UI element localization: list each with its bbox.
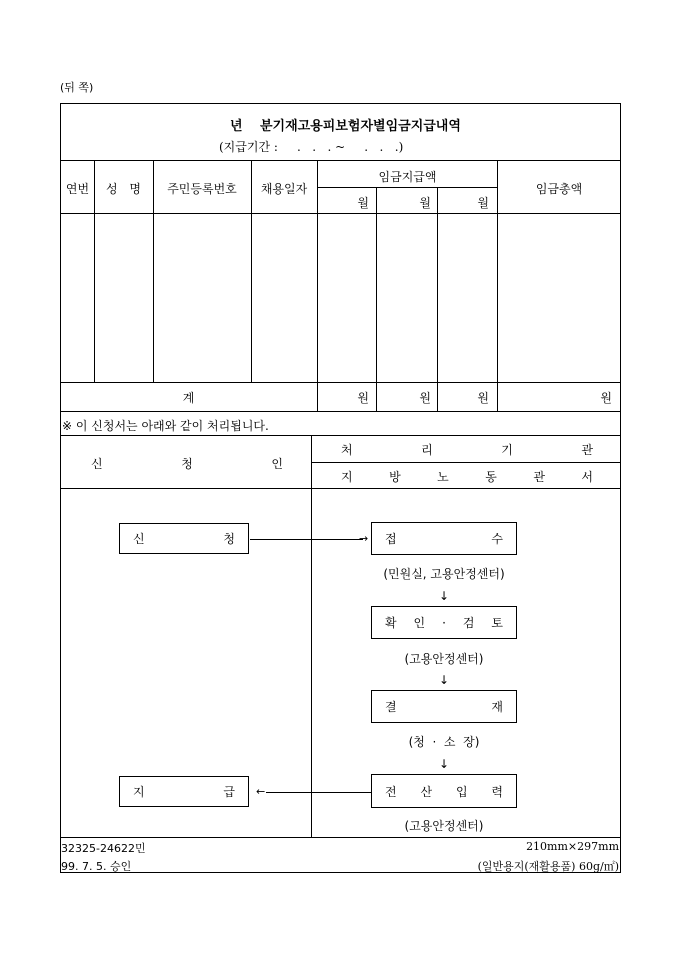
paper-type: (일반용지(재활용품) 60g/㎡)	[477, 860, 619, 873]
processor-header-char: 관	[581, 443, 593, 457]
apply-box	[119, 523, 249, 554]
total-unit-month-1: 원	[357, 391, 369, 405]
down-arrow-icon: ↓	[438, 673, 450, 687]
total-row-bottom-line	[60, 411, 621, 412]
step-input-note: (고용안정센터)	[404, 819, 484, 833]
total-unit-month-3: 원	[477, 391, 489, 405]
pay-arrow-line	[266, 792, 371, 793]
header-seq: 연번	[65, 182, 90, 196]
step-input-box	[371, 774, 517, 808]
process-top-line	[60, 435, 621, 436]
footer-line	[60, 837, 621, 838]
processing-notice: ※ 이 신청서는 아래와 같이 처리됩니다.	[62, 419, 269, 433]
processor-header-char: 리	[421, 443, 433, 457]
header-resident-no: 주민등록번호	[167, 182, 237, 196]
step-char: 재	[491, 700, 503, 714]
right-arrow-icon: →	[359, 532, 369, 545]
step-char: 토	[491, 616, 503, 630]
header-name-char: 성	[106, 182, 118, 196]
apply-arrow-line	[250, 539, 363, 540]
form-number: 32325-24622민	[61, 842, 146, 855]
pay-box-char: 지	[133, 785, 145, 799]
page-side-label: (뒤 쪽)	[60, 81, 94, 94]
processor-sub-char: 동	[485, 470, 497, 484]
payment-period: (지급기간 : . . . ~ . . .)	[219, 140, 404, 154]
total-row-label: 계	[182, 391, 195, 405]
step-review-box	[371, 606, 517, 639]
step-char: 결	[385, 700, 397, 714]
applicant-header-char: 신	[91, 457, 103, 471]
approval-date: 99. 7. 5. 승인	[61, 860, 132, 873]
processor-sub-char: 관	[533, 470, 545, 484]
process-header-bottom	[60, 488, 621, 489]
step-char: 전	[385, 784, 397, 799]
processor-sub-char: 서	[581, 470, 593, 484]
total-row-top-line	[60, 382, 621, 383]
col-line-month3	[497, 160, 498, 412]
processor-header-char: 처	[341, 443, 353, 457]
applicant-header	[91, 455, 283, 472]
processor-sub-char: 방	[389, 470, 401, 484]
step-approve-box	[371, 690, 517, 723]
pay-box-char: 급	[223, 785, 235, 799]
step-receive-box	[371, 522, 517, 555]
step-char: 력	[491, 784, 503, 799]
header-month-2: 월	[419, 196, 431, 210]
step-char: 산	[420, 784, 433, 799]
apply-box-char: 신	[133, 532, 145, 546]
pay-box	[119, 776, 249, 807]
step-char: ·	[442, 615, 446, 630]
left-arrow-icon: ←	[256, 785, 266, 798]
applicant-header-char: 인	[271, 457, 283, 471]
processor-sub-line	[311, 462, 621, 463]
header-name	[106, 180, 141, 197]
paper-size: 210mm×297mm	[526, 840, 619, 853]
table-top-line	[60, 160, 621, 161]
process-divider	[311, 435, 312, 838]
step-review-note: (고용안정센터)	[404, 652, 484, 666]
apply-box-char: 청	[223, 532, 235, 546]
processor-header-char: 기	[501, 443, 513, 457]
processor-subheader	[341, 468, 593, 485]
wage-subheader-line	[317, 187, 498, 188]
header-month-1: 월	[357, 196, 369, 210]
header-month-3: 월	[477, 196, 489, 210]
down-arrow-icon: ↓	[438, 757, 450, 771]
total-unit-sum: 원	[600, 391, 612, 405]
header-name-char: 명	[129, 182, 141, 196]
step-approve-note: (청 · 소 장)	[408, 735, 480, 749]
col-line-month2	[437, 187, 438, 412]
frame-top	[60, 103, 621, 104]
down-arrow-icon: ↓	[438, 589, 450, 603]
step-receive-note: (민원실, 고용안정센터)	[383, 567, 505, 581]
processor-sub-char: 지	[341, 470, 353, 484]
title-year: 년	[230, 119, 243, 134]
col-line-month1	[376, 187, 377, 412]
header-hire-date: 채용일자	[260, 182, 308, 196]
step-char: 입	[455, 784, 468, 799]
step-char: 접	[385, 532, 397, 546]
processor-sub-char: 노	[437, 470, 449, 484]
step-char: 확	[385, 616, 397, 630]
applicant-header-char: 청	[181, 457, 193, 471]
header-total-wage: 임금총액	[535, 182, 583, 196]
header-bottom-line	[60, 213, 621, 214]
step-char: 검	[462, 616, 475, 630]
step-char: 수	[491, 532, 503, 546]
processor-header	[341, 441, 593, 458]
page-title: 분기재고용피보험자별임금지급내역	[260, 119, 461, 134]
step-char: 인	[413, 616, 426, 630]
total-unit-month-2: 원	[419, 391, 431, 405]
header-wage-paid: 임금지급액	[378, 170, 437, 184]
